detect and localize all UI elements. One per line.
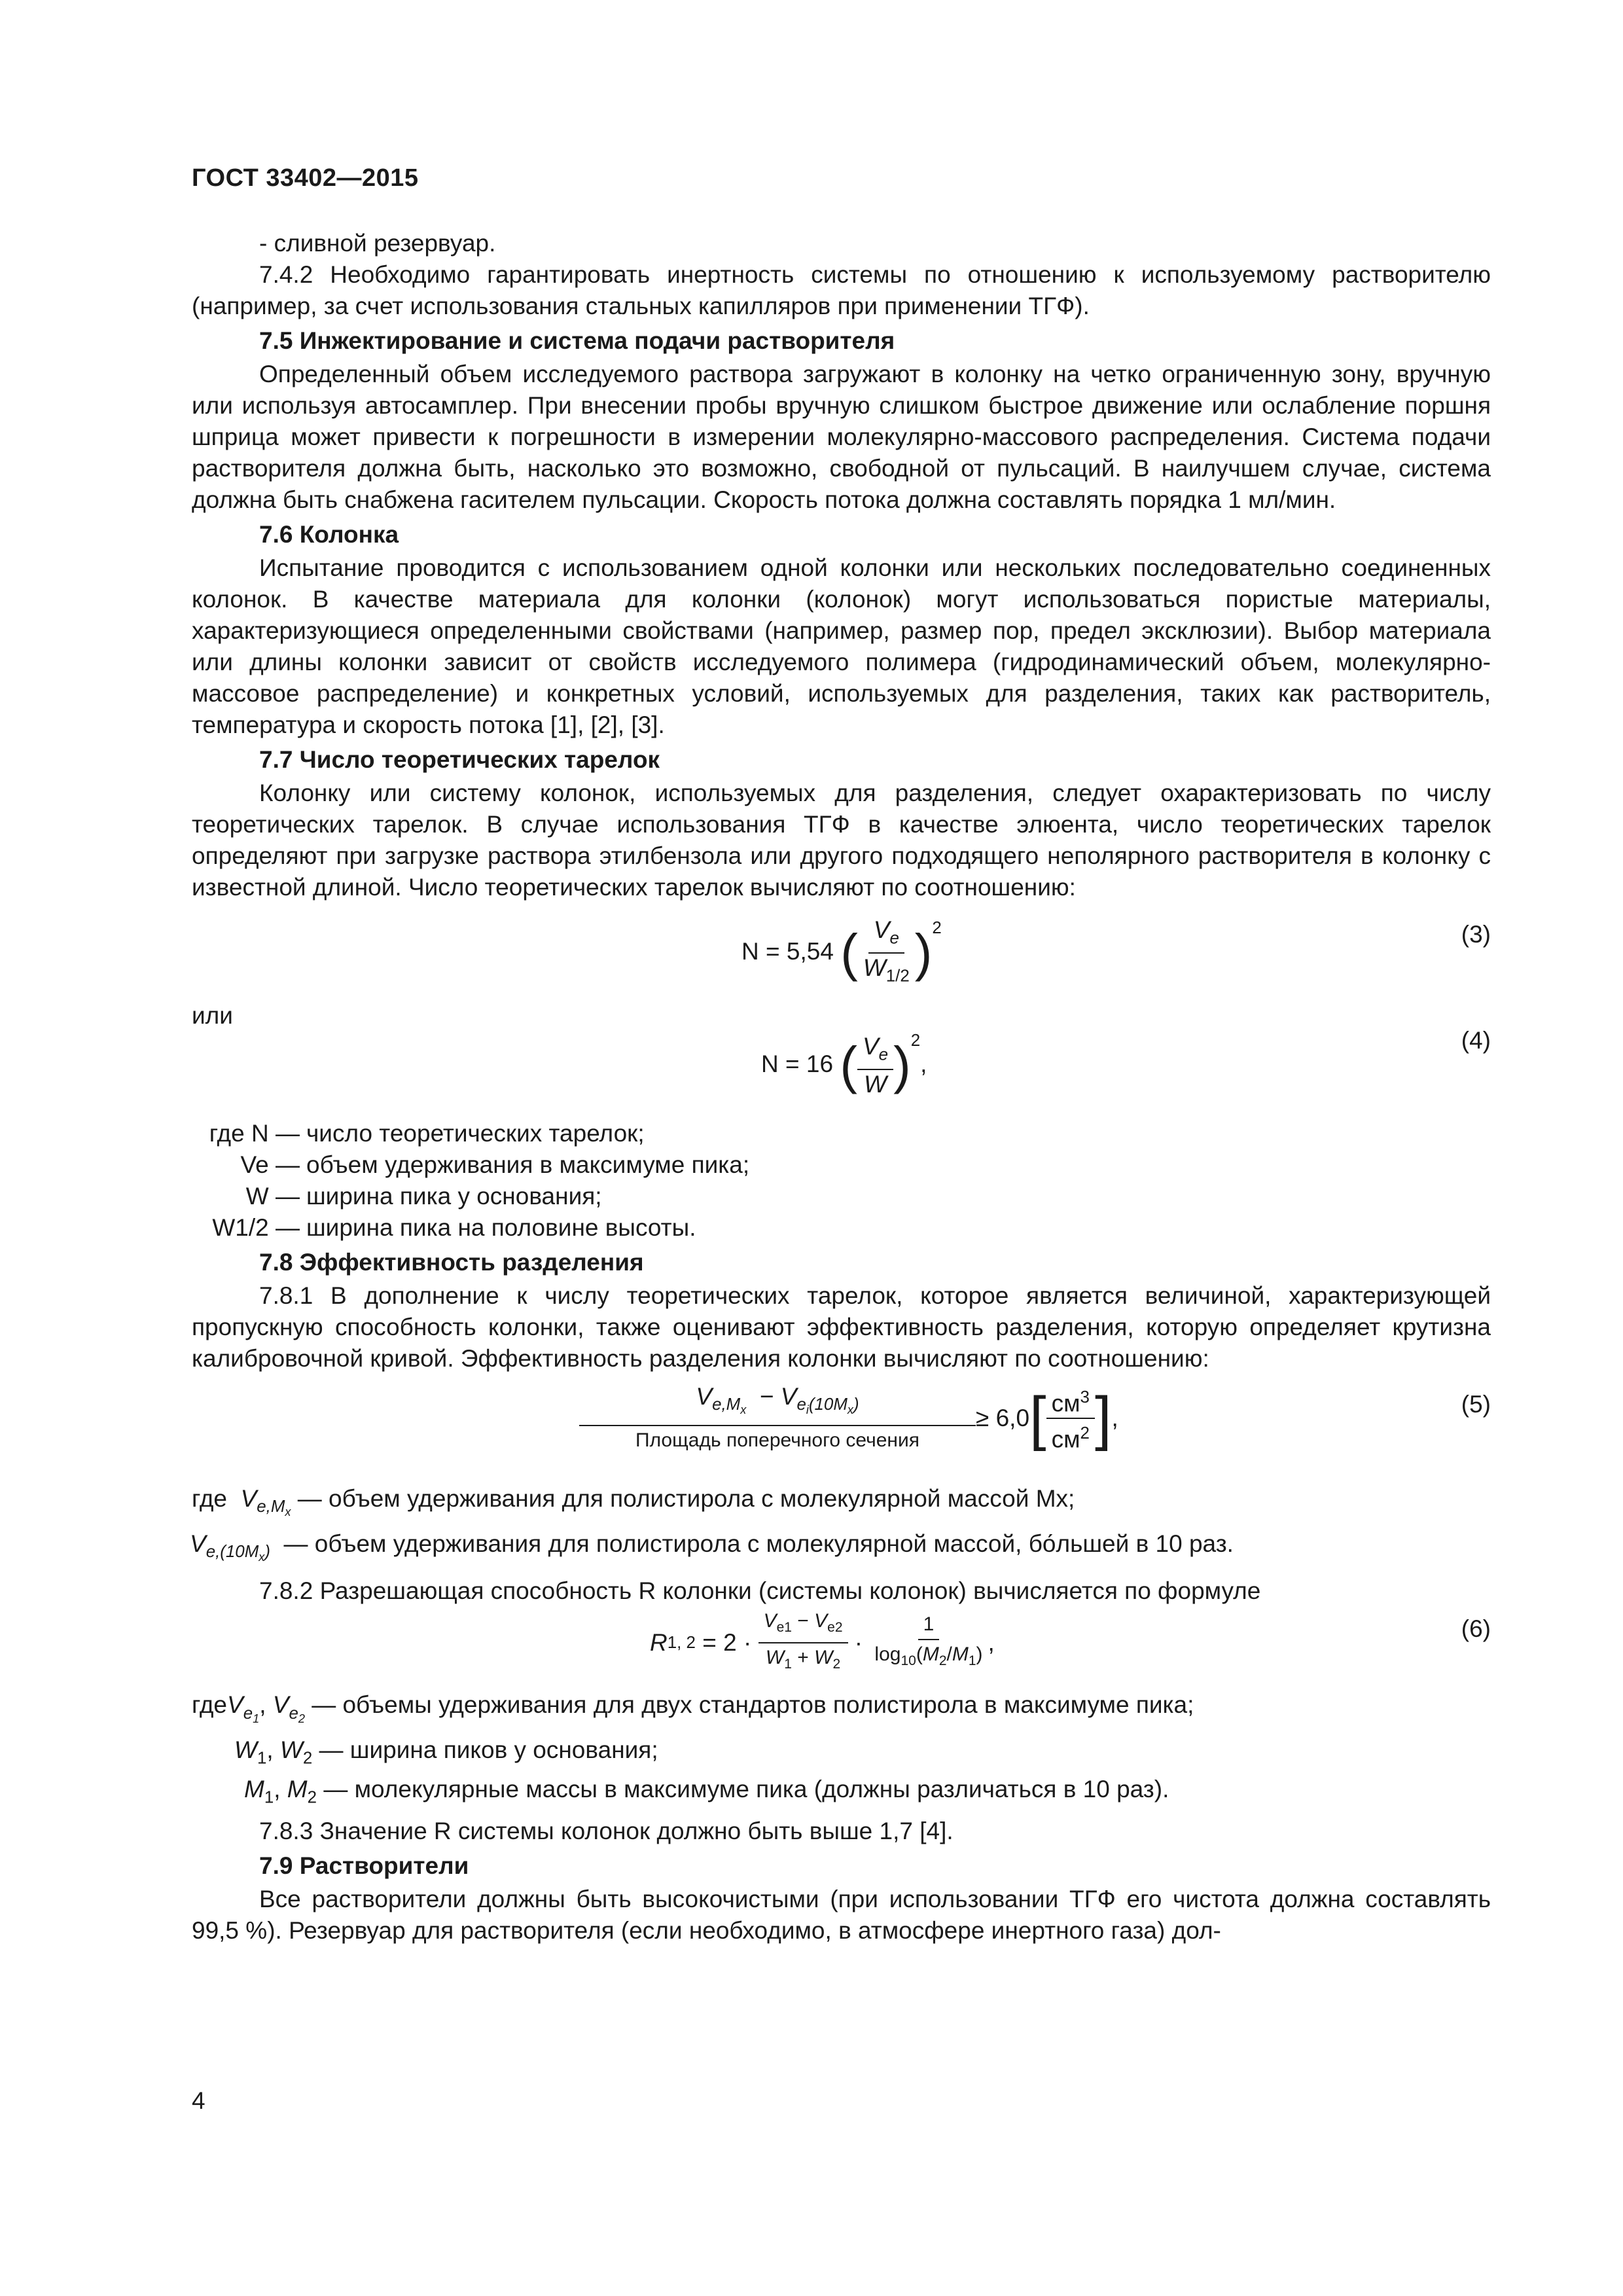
paragraph-7-4-2: 7.4.2 Необходимо гарантировать инертность системы по отношению к используемому растворителю (например, за счет использования стальных капилляров при применении ТГФ). xyxy=(192,261,1491,319)
document-header: ГОСТ 33402—2015 xyxy=(192,164,419,192)
paragraph-7-8-2: 7.8.2 Разрешающая способность R колонки (системы колонок) вычисляется по формуле xyxy=(259,1577,1261,1605)
formula-3-number: (3) xyxy=(1461,921,1491,948)
paragraph-drain: - сливной резервуар. xyxy=(259,230,496,257)
definition-item: W — ширина пика у основания; xyxy=(245,1183,602,1210)
definition-item: гдеV$_{e_1}$, $V_{e_2}$ — объемы удерживания для двух стандартов полистирола в максимуме пика; xyxy=(192,1691,1194,1725)
formula-4: N = 16 ( $\frac{V_e}{W}$ )$^2$, (4) xyxy=(192,1031,1491,1115)
section-heading-7-6: 7.6 Колонка xyxy=(259,521,399,548)
formula-4-number: (4) xyxy=(1461,1027,1491,1054)
page-number: 4 xyxy=(192,2087,205,2114)
paragraph-7-6: Испытание проводится с использованием одной колонки или нескольких последовательно соединенных колонок. В качестве материала для колонки (колонок) могут использоваться пористые материалы, характеризующиеся определенными свойствами (например, размер пор, предел эксклюзии). Выбор материала или длины колонки зависит от свойств исследуемого полимера (гидродинамический объем, молекулярно-массовое распределение) и конкретных условий, используемых для разделения, таких как растворитель, температура и скорость потока [1], [2], [3]. xyxy=(192,554,1491,738)
formula-5-rhs: ≥ 6,0 xyxy=(976,1405,1030,1432)
formula-4-lhs: N = 16 xyxy=(761,1050,834,1077)
formula-5-number: (5) xyxy=(1461,1391,1491,1418)
formula-5-denominator: Площадь поперечного сечения xyxy=(635,1429,919,1451)
paragraph-7-9: Все растворители должны быть высокочистыми (при использовании ТГФ его чистота должна составлять 99,5 %). Резервуар для растворителя (если необходимо, в атмосфере инертного газа) дол- xyxy=(192,1886,1491,1945)
definition-item: Ve — объем удерживания в максимуме пика; xyxy=(240,1151,750,1178)
definition-item: $V_{e,(10M_x)}$ — объем удерживания для полистирола с молекулярной массой, бо́льшей в 10 раз. xyxy=(190,1530,1234,1564)
section-heading-7-8: 7.8 Эффективность разделения xyxy=(259,1249,644,1276)
section-heading-7-9: 7.9 Растворители xyxy=(259,1852,469,1880)
definition-item: где $V_{e,M_x}$ — объем удерживания для полистирола с молекулярной массой Mx; xyxy=(192,1485,1075,1519)
formula-5: $\frac{V_{e,M_x} - V_{e_i(10M_x)}}{\text{Площадь поперечного сечения}}$ ≥ 6,0 [ $\frac{см^3}{см^2}$ ] , (5) xyxy=(192,1382,1491,1480)
definitions-7-8-2 xyxy=(192,1689,1491,1813)
paragraph-7-8-3: 7.8.3 Значение R системы колонок должно быть выше 1,7 [4]. xyxy=(259,1818,954,1845)
formula-6: R 1, 2 = 2 · $\frac{V_{e1} - V_{e2}}{W_1 + W_2}$ · $\frac{1}{\log_{10}(M_2/M_1)}$ , (6) xyxy=(192,1607,1491,1687)
formula-6-number: (6) xyxy=(1461,1615,1491,1643)
or-text: или xyxy=(192,1002,233,1029)
definitions-7-8-1 xyxy=(192,1483,1491,1573)
document-body xyxy=(192,228,1491,1946)
definition-item: $M_1$, $M_2$ — молекулярные массы в максимуме пика (должны различаться в 10 раз). xyxy=(244,1776,1169,1807)
definition-item: W1/2 — ширина пика на половине высоты. xyxy=(212,1214,696,1241)
formula-3-lhs: N = 5,54 xyxy=(741,938,834,965)
definition-item: где N — число теоретических тарелок; xyxy=(209,1120,645,1147)
paragraph-7-7: Колонку или систему колонок, используемых для разделения, следует охарактеризовать по числу теоретических тарелок. В случае использования ТГФ в качестве элюента, число теоретических тарелок определяют при загрузке раствора этилбензола или другого подходящего неполярного растворителя в колонку с известной длиной. Число теоретических тарелок вычисляют по соотношению: xyxy=(192,780,1491,901)
paragraph-7-8-1: 7.8.1 В дополнение к числу теоретических тарелок, которое является величиной, характеризующей пропускную способность колонки, также оценивают эффективность разделения, которую определяет крутизна калибровочной кривой. Эффективность разделения колонки вычисляют по соотношению: xyxy=(192,1282,1491,1372)
formula-3: N = 5,54 ( $\frac{V_e}{W_{1/2}}$ )$^2$ (3) xyxy=(741,916,1491,986)
paragraph-7-5: Определенный объем исследуемого раствора загружают в колонку на четко ограниченную зону, вручную или используя автосамплер. При внесении пробы вручную слишком быстрое движение или ослабление поршня шприца может привести к погрешности в измерении молекулярно-массового распределения. Система подачи растворителя должна быть, насколько это возможно, свободной от пульсаций. В наилучшем случае, система должна быть снабжена гасителем пульсации. Скорость потока должна составлять порядка 1 мл/мин. xyxy=(192,361,1491,513)
section-heading-7-5: 7.5 Инжектирование и система подачи растворителя xyxy=(259,327,895,354)
definition-item: $W_1$, $W_2$ — ширина пиков у основания; xyxy=(234,1736,658,1768)
section-heading-7-7: 7.7 Число теоретических тарелок xyxy=(259,746,660,773)
definitions-7-7 xyxy=(192,1118,1491,1244)
